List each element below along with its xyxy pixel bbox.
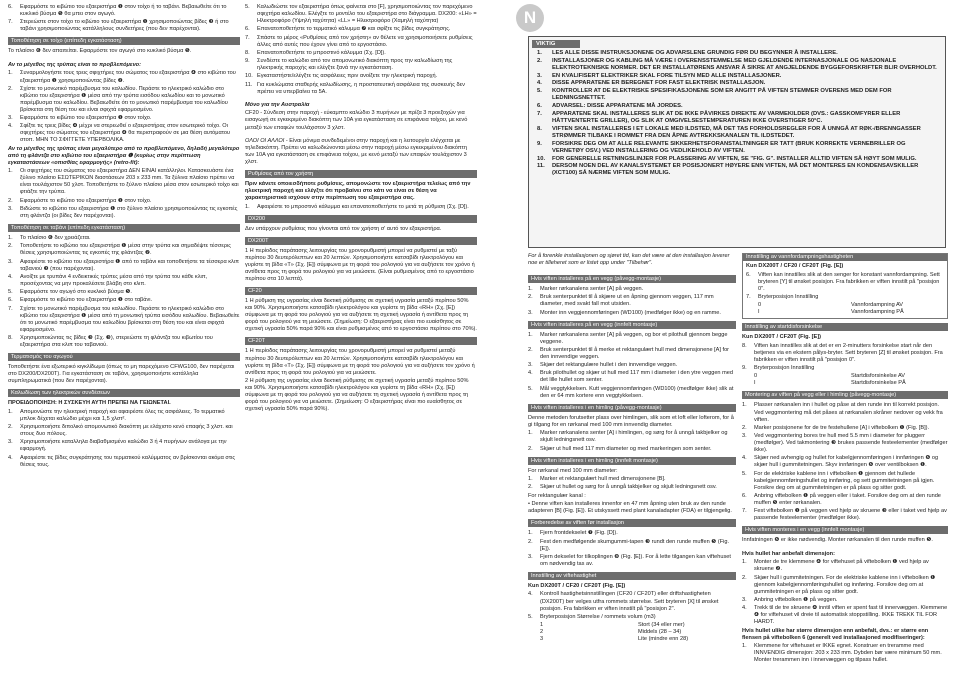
- list-item-number: 2.: [528, 484, 533, 491]
- list-item-text: Στερεώστε στον τοίχο το κιβώτιο του εξαεριστήρα ❶ χρησιμοποιώντας βίδες ❸ ή στο ταβάνι χρησιμοποιώντας κατάλληλους συνδετήρες (που δεν παρέχονται).: [20, 19, 229, 33]
- list-item-number: 2.: [528, 538, 533, 545]
- list-item: [8, 289, 240, 296]
- table-row: [742, 373, 948, 380]
- list-item: [528, 310, 736, 317]
- list-item: [8, 86, 240, 114]
- subheading: Αν το μέγεθος της τρύπας είναι το προβλεπόμενο:: [8, 61, 141, 68]
- paragraph: 1 Η περίοδος παράτασης λειτουργίας του χρονορυθμιστή μπορεί να ρυθμιστεί με ταξύ περίπου 30 δευτερόλεπτων και 20 λεπτών. Χρησιμοποιήστε κατσαβίδι ηλεκτρολόγου και γυρίστε τη βίδα «T» (Σχ. [E]) σύμφωνα με τη φορά του ρολογιού για να αυξήσετε τον χρόνο ή αντίθετα προς τη φορά του ρολογιού για να μειώσετε. (Είναι ρυθμισμένος από το εργοστάσιο περίπου στα 10 λεπτά).: [245, 247, 475, 283]
- list-item-text: Αφαιρέστε το κιβώτιο του εξαεριστήρα ❶ από το ταβάνι και τοποθετήστε τα τέσσερα κλιπ ταβανιού ❸ (που παρέχονται).: [20, 258, 239, 272]
- list-item-text: Χρησιμοποιώντας τις βίδες ❸ (Σχ. ❸), στερεώστε τη φλάντζα του κιβωτίου του εξαεριστήρα στα κλιπ του ταβανιού.: [20, 334, 213, 348]
- list-item: [528, 614, 736, 621]
- section-bar-start-delay: Innstilling av startdisforsinkelse: [742, 323, 948, 331]
- list-item-number: 1.: [528, 286, 533, 292]
- list-item-number: 1.: [537, 50, 542, 56]
- list-item-text: VIFTEN SKAL INSTALLERES I ET LOKALE MED ILDSTED, MÅ DET TAS FORHOLDSREGLER FOR Å UNNGÅ AT RØK-/BRENNGASSER STRØMMER TILBAKE I ROMMET FRA DEN ÅPNE AVTREKKSKANALEN TIL ILDSTEDET.: [552, 125, 921, 139]
- list-item-text: DISSE APPARATENE ER BEREGNET FOR FAST ELEKTRISK INSTALLASJON.: [552, 80, 766, 87]
- list-item-text: Mål veggtykkelsen. Kutt veggjennomføringen (WD100) (medfølger ikke) slik at den er 64 mm kortere enn veggtykkelsen.: [540, 385, 734, 399]
- section-bar-wall-flush: Hvis viften installeres på en vegg (innfelt montasje): [528, 321, 736, 329]
- list-item-number: 7.: [742, 508, 747, 515]
- list-item: [8, 259, 240, 273]
- list-item-number: 6.: [746, 271, 751, 278]
- section-bar-fan-speed: Innstilling av viftehastighet: [528, 572, 736, 580]
- list-item-text: Καλωδιώστε τον εξαεριστήρα όπως φαίνεται στο [F], χρησιμοποιώντας τον παρεχόμενο σφιχτήρα καλωδίου. Ελέγξτε το μοντέλο του εξαεριστήρα στο διάγραμμα. DX200: «LH» = Ηλεκτροφόρο (Υψηλή ταχύτητα) «LL» = Ηλεκτροφόρο (Χαμηλή ταχύτητα): [257, 4, 477, 25]
- list-item-number: 3.: [528, 553, 533, 560]
- section-bar-mounting-flush: Hvis viften monteres i en vegg (innfelt montasje): [742, 526, 948, 534]
- list-item-text: EN KVALIFISERT ELEKTRIKER SKAL FORE TILSYN MED ALLE INSTALLASJONER.: [552, 72, 782, 79]
- table-cell-position: 2: [540, 629, 544, 636]
- list-item: [742, 455, 948, 469]
- list-item: [8, 206, 240, 220]
- norwegian-column-2: [742, 253, 948, 666]
- subheading: Αν το μέγεθος της τρύπας είναι μεγαλύτερο από το προβλεπόμενο, δηλαδή μεγαλύτερο από τη φλάντζα στο κιβώτιο του εξαεριστήρα ❶ (κυρίως στην περίπτωση εγκαταστάσεων «οπισθίας εφαρμογής» (retro-fit):: [8, 145, 240, 166]
- list-item: [8, 455, 240, 469]
- list-item-number: 1.: [528, 430, 533, 437]
- model-bar-cf20: CF20: [245, 287, 477, 295]
- list-item-number: 4.: [537, 80, 542, 87]
- language-badge-n: N: [516, 4, 544, 32]
- list-item-number: 5.: [245, 4, 250, 10]
- list-item-number: 3.: [528, 362, 533, 369]
- list-item-number: 4.: [742, 605, 747, 612]
- list-item: [529, 88, 945, 102]
- list-item-number: 1.: [742, 559, 747, 566]
- list-item-number: 3.: [8, 115, 13, 122]
- greek-column-1: [8, 0, 240, 470]
- list-item-number: 4.: [8, 123, 13, 130]
- section-bar-duct-termination: Τερματισμός του αγωγού: [8, 353, 240, 361]
- list-item-text: Συνδέστε το καλώδιο από τον απομονωτικό διακόπτη προς την καλωδίωση της ηλεκτρικής παροχής και ελέγξτε ξανά την εγκατάσταση.: [257, 58, 453, 72]
- list-item-text: Σχίστε το μονωτικό παρέμβυσμα του καλωδίου. Περάστε το ηλεκτρικό καλώδιο στο κιβώτιο του εξαεριστήρα ❶ μέσα από τη μονωτική τρύπα εισόδου καλωδίου. Βεβαιωθείτε ότι το μονωτικό παρέμβυσμα του καλωδίου βρίσκεται στη θέση του και είναι σφιχτά εφαρμοσμένο.: [20, 305, 240, 333]
- list-item-text: Απομονώστε την ηλεκτρική παροχή και αφαιρέστε όλες τις ασφάλειες. Το τερματικό μπλοκ δέχεται καλώδιο μέχρι και 1,5 χλστ².: [20, 408, 225, 422]
- list-item-text: Bruk senterpunktet til å merke et rektangulært hull med dimensjonene [A] for den innvendige veggen.: [540, 346, 730, 360]
- list-item-text: Τοποθετήστε το κιβώτιο του εξαεριστήρα ❶ μέσα στην τρύπα και σημαδέψτε τέσσερις θέσεις χρησιμοποιώντας τις εγκοπές της φλάντζας ❷.: [20, 243, 231, 257]
- paragraph: Δεν υπάρχουν ρυθμίσεις που γίνονται από τον χρήστη σ' αυτό τον εξαεριστήρα.: [245, 225, 442, 232]
- list-item: [8, 335, 240, 349]
- list-item-text: Skjær det rektangulære hullet i den innvendige veggen.: [540, 362, 678, 369]
- list-item-text: Bryterposisjon Størrelse / rommets volum (m3): [540, 613, 656, 620]
- table-cell-value: Stort (34 eller mer): [638, 622, 685, 629]
- table-cell-value: Startdisforsinkelse AV: [851, 373, 905, 380]
- list-item-text: Skjær hull i gummitetningen. For de elektriske kablene inn i viftebolken ❶ gjennom kabelgjennomføringshullet og innføring. Forsikre deg om at gummitetningen er på plass og sitter godt.: [754, 574, 936, 595]
- section-bar-ceiling-flat: Τοποθέτηση σε ταβάνι (επίπεδη εγκατάσταση): [8, 224, 240, 232]
- list-item-number: 4.: [8, 273, 13, 280]
- list-item-number: 8.: [742, 342, 747, 349]
- list-item-text: Εφαρμόστε τον αγωγό στο κυκλικό βύσμα ❺.: [20, 289, 132, 296]
- model-note: Kun DX200T / CF20T (Fig. [E]): [742, 334, 821, 341]
- paragraph: • Denne viften kan installeres innenfor en 47 mm åpning uten bruk av den runde adapteren [B] (Fig. [E]). Et utskyssett med plant kanaladapter (FDA) er tilgjengelig.: [528, 501, 732, 515]
- list-item-number: 9.: [742, 365, 747, 372]
- table-row: [746, 302, 944, 309]
- list-item-number: 6.: [742, 492, 747, 499]
- model-bar-dx200t: DX200T: [245, 237, 477, 245]
- section-bar-ceiling-surface: Hvis viften installeres i en himling (påvegg-montasje): [528, 404, 736, 412]
- list-item-number: 11.: [245, 81, 253, 88]
- list-item-text: FOR GENERELLE RETNINGSLINJER FOR PLASSERING AV VIFTEN, SE "FIG. G". INSTALLER ALLTID VIFTEN SÅ HØYT SOM MULIG.: [552, 155, 917, 162]
- list-item-text: Το πλαίσιο ❻ δεν χρειάζεται.: [20, 235, 91, 242]
- list-item: [8, 19, 240, 33]
- list-item-number: 7.: [8, 305, 13, 312]
- list-item-text: Monter inn veggjennomføringen (WD100) (medfølger ikke) og en ramme.: [540, 309, 721, 316]
- list-item-number: 3.: [8, 439, 13, 446]
- paragraph: Το πλαίσιο ❻ δεν απαιτείται. Εφαρμόστε τον αγωγό στο κυκλικό βύσμα ❺.: [8, 48, 192, 55]
- list-item-number: 5.: [528, 385, 533, 392]
- list-item: [528, 476, 736, 483]
- list-item: [742, 508, 948, 522]
- list-item: [8, 243, 240, 257]
- list-item-text: Εγκαταστήστε/ελέγξτε τις ασφάλειες πριν ανοίξετε την ηλεκτρική παροχή.: [257, 73, 438, 80]
- list-item-text: Σφίξτε τις τρεις βίδες ❹ μέχρι να στερεωθεί ο εξαεριστήρας στον εσωτερικό τοίχο. Οι σφιχτήρες του σώματος του εξαεριστήρα ❹ θα περιστραφούν σε μια θέση αυτόματου στοπ. ΜΗΝ ΤΟ ΣΦΙΓΓΕΤΕ ΥΠΕΡΒΟΛΙΚΑ.: [20, 123, 231, 144]
- list-item-number: 2.: [528, 294, 533, 301]
- list-item: [8, 424, 240, 438]
- paragraph: 2 Η ρύθμιση της υγρασίας είναι δεκτική ρύθμισης σε σχετική υγρασία μεταξύ περίπου 50% και 90%. Χρησιμοποιήστε κατσαβίδι ηλεκτρολόγου και γυρίστε τη βίδα «RH» (Σχ. [E]) σύμφωνα με τη φορά του ρολογιού για να αυξήσετε τη σχετική υγρασία ή αντίθετα προς τη φορά του ρολογιού για να μειώσετε. (Σημείωση: Ο εξαεριστήρας είναι πιο ευαίσθητος σε σχετική υγρασία 50% παρά 90%).: [245, 378, 469, 413]
- list-item: [528, 554, 736, 568]
- list-item: [746, 294, 944, 301]
- list-item-number: 8.: [245, 49, 250, 56]
- list-item-number: 6.: [8, 4, 13, 10]
- list-item-text: FORSIKRE DEG OM AT ALLE RELEVANTE SIKKERHETSFORANSTALTNINGER ER TATT (BRUK KORREKTE VERNEBRILLER OG VERNETØY OSV.) VED INSTALLERING OG VEDLIKEHOLD AV VIFTEN.: [552, 140, 906, 154]
- list-item-text: Bryterposisjon Innstilling: [754, 365, 815, 372]
- list-item-number: 6.: [537, 103, 542, 110]
- table-cell-position: 1: [540, 622, 544, 629]
- list-item-number: 9.: [245, 58, 250, 65]
- list-item: [245, 204, 477, 211]
- list-item: [528, 286, 736, 293]
- list-item-text: KONTROLLER AT DE ELEKTRISKE SPESIFIKASJONENE SOM ER ANGITT PÅ VIFTEN STEMMER OVERENS MED DEM FOR LEDNINGSNETTET.: [552, 88, 892, 102]
- list-item-number: 1.: [8, 235, 13, 242]
- list-item-number: 4.: [8, 454, 13, 461]
- list-item-text: LES ALLE DISSE INSTRUKSJONENE OG ADVARSLENE GRUNDIG FØR DU BEGYNNER Å INSTALLERE.: [552, 50, 838, 56]
- list-item: [529, 73, 945, 80]
- paragraph: 1 Η ρύθμιση της υγρασίας είναι δεκτική ρύθμισης σε σχετική υγρασία μεταξύ περίπου 50% και 90%. Χρησιμοποιήστε κατσαβίδι ηλεκτρολόγου και γυρίστε τη βίδα «RH» (Σχ. [E]) σύμφωνα με τη φορά του ρολογιού για να αυξήσετε τη σχετική υγρασία ή αντίθετα προς τη φορά του ρολογιού για τη μειώσετε. (Σημείωση: Ο εξαεριστήρας είναι πιο ευαίσθητος σε σχετική υγρασία 50% παρά 90% και είναι ρυθμισμένος από το εργοστάσιο περίπου στο 70%).: [245, 298, 477, 333]
- warning-box-title: VIKTIG: [532, 40, 580, 48]
- list-item: [528, 332, 736, 346]
- list-item-number: 11.: [537, 163, 545, 170]
- list-item-text: Bruk pilothullet og skjær ut hull med 117 mm i diameter i den ytre veggen med det lille hullet som senter.: [540, 370, 733, 384]
- list-item: [8, 168, 240, 196]
- list-item-number: 3.: [8, 258, 13, 265]
- list-item: [8, 306, 240, 334]
- list-item-number: 3.: [742, 597, 747, 604]
- list-item: [742, 643, 948, 664]
- list-item-number: 2.: [537, 57, 542, 64]
- list-item-text: Επανατοποθετήστε το τερματικό κάλυμμα ❼ και σφίξτε τις βίδες συγκράτησης.: [257, 26, 451, 33]
- table-cell-value: Vannfordampning PÅ: [851, 309, 904, 316]
- list-item: [528, 294, 736, 308]
- list-item-text: Marker rørkanalens senter [A] på veggen.: [540, 286, 644, 292]
- table-cell-position: I: [758, 309, 760, 316]
- list-item-text: Συναρμολογήστε τους τρεις σφιχτήρες του σώματος του εξαεριστήρα ❹ στο κιβώτιο του εξαεριστήρα ❶ χρησιμοποιώντας βίδες ❷.: [20, 70, 236, 84]
- table-cell-position: 0: [754, 373, 758, 380]
- table-row: [528, 629, 736, 636]
- list-item: [245, 35, 477, 49]
- list-item-text: Εφαρμόστε το κιβώτιο του εξαεριστήρα ❶ στον τοίχο ή το ταβάνι. Βεβαιωθείτε ότι το κυκλικό βύσμα ❺ θα μπει στον αγωγό.: [20, 4, 227, 18]
- list-item: [742, 605, 948, 626]
- list-item-text: Skjær ned avhengig og hullet for kabelgjennomføringen i innføringen ❻ og skjær hull i gummitetningen. Skyv innføringen ❻ over ventilboksen ❶.: [754, 455, 939, 469]
- list-item: [245, 50, 477, 57]
- list-item-number: 4.: [528, 370, 533, 377]
- box-title: Innstilling av vannfordampningshastigheten: [743, 254, 947, 261]
- list-item-text: Βιδώστε το κιβώτιο του εξαεριστήρα ❶ στο ξύλινο πλαίσιο χρησιμοποιώντας τις εγκοπές στη φλάντζα (οι βίδες δεν παρέχονται).: [20, 205, 238, 219]
- settings-box-evaporation: [742, 253, 948, 319]
- list-item: [245, 73, 477, 80]
- warning-text: ΠΡΟΕΙΔΟΠΟΙΗΣΗ: Η ΣΥΣΚΕΥΗ ΑΥΤΗ ΠΡΕΠΕΙ ΝΑ ΓΕΙΩΝΕΤΑΙ.: [8, 400, 171, 407]
- list-item-number: 4.: [528, 591, 533, 598]
- table-cell-value: Middels (28 – 34): [638, 629, 682, 636]
- list-item: [8, 115, 240, 122]
- list-item-number: 7.: [245, 34, 250, 41]
- list-item: [742, 559, 948, 573]
- list-item: [529, 80, 945, 87]
- paragraph: Denne metoden forutsetter plass over himlingen, slik som et loft eller lofterom, for å gi tilgang for en rørkanal med 100 mm innvendig diameter.: [528, 414, 734, 428]
- list-item: [8, 70, 240, 84]
- list-item: [742, 597, 948, 604]
- list-item: [529, 141, 945, 155]
- list-item: [8, 198, 240, 205]
- model-bar-dx200: DX200: [245, 215, 477, 223]
- list-item: [245, 58, 477, 72]
- list-item-text: Marker et rektangulært hull med dimensjonene [B].: [540, 476, 666, 483]
- list-item-number: 2.: [8, 424, 13, 431]
- list-item-number: 7.: [537, 110, 542, 117]
- list-item-text: Χρησιμοποιήστε διπολικό απομονωτικό διακόπτη με ελάχιστο κενό επαφής 3 χλστ. και στους δυο πόλους.: [20, 424, 233, 438]
- model-note: Kun DX200T / CF20 / CF20T (Fig. [E]): [528, 582, 626, 589]
- list-item: [245, 4, 477, 25]
- list-item-number: 7.: [746, 293, 751, 300]
- list-item-text: Kontroll hastighetsinnstillingen (CF20 / CF20T) eller driftshastigheten (DX200T) ber velges utfra rommets størrelse. Sett bryteren [X] til ønsket posisjon. Fra fabrikken er viften innstilt på "posisjon 2".: [540, 591, 719, 612]
- list-item: [8, 235, 240, 242]
- section-bar-wiring: Καλωδίωση των ηλεκτρικών συνδέσεων: [8, 389, 240, 397]
- list-item: [742, 575, 948, 596]
- list-item: [8, 123, 240, 144]
- list-item-text: Monter de tre klemmene ❹ for viftehuset på viftebolken ❶ ved hjelp av skruene ❷.: [754, 559, 929, 573]
- paragraph: Innfatningen ❻ er ikke nødvendig. Monter rørkanalen til den runde muffen ❺.: [742, 537, 933, 544]
- list-item-number: 2.: [8, 197, 13, 204]
- list-item: [529, 50, 945, 57]
- list-item: [742, 433, 948, 454]
- important-warning-box: [528, 36, 946, 248]
- list-item-text: Fest den medfølgende skumgummi-tapen ❸ rundt den runde muffen ❺ (Fig. [E]).: [540, 538, 730, 552]
- list-item: [8, 297, 240, 304]
- list-item-number: 9.: [537, 140, 542, 147]
- list-item-text: Fjern frontdekselet ❼ (Fig. [D]).: [540, 530, 618, 537]
- list-item-text: Σπάστε το μέρος «Ρυθμίσεις από τον χρήστη» αν θέλετε να χρησιμοποιήσετε ρυθμίσεις άλλες από αυτές που έχουν γίνει από το εργοστάσιο.: [257, 34, 473, 48]
- list-item-number: 3.: [8, 205, 13, 212]
- intro-note: For å forenkle installasjonen og sjøret tid, kan det være at den installasjon leverer noe er tilleheret som er listet opp under "Tilbehør".: [528, 253, 730, 266]
- list-item: [8, 4, 240, 18]
- list-item-number: 8.: [8, 334, 13, 341]
- list-item: [742, 425, 948, 432]
- greek-column-2: [245, 0, 477, 415]
- list-item-number: 1.: [8, 408, 13, 415]
- list-item-number: 3.: [537, 72, 542, 79]
- list-item-text: Αφαιρέστε το μπροστινό κάλυμμα και επανατοποθετήστε το μετά τη ρύθμιση (Σχ. [D]).: [257, 203, 469, 210]
- section-bar-ceiling-flush: Hvis viften installeres i en himling (innfelt montasje): [528, 457, 736, 465]
- list-item-text: Ανοίξτε με τρυπάνι 4 ενδεικτικές τρύπες μέσα από την τρύπα του κάθε κλιπ, προσέχοντας να μην προκαλέσετε βλάβη στο κλιπ.: [20, 273, 208, 287]
- list-item-text: Εφαρμόστε το κιβώτιο του εξαεριστήρα ❶ στο ταβάνι.: [20, 297, 153, 304]
- model-bar-cf20t: CF20T: [245, 337, 477, 345]
- list-item: [742, 493, 948, 507]
- subheading: Hvis hullet ulike har større dimensjon enn anbefalt, dvs.: er større enn flensen på viftebolken 6 (generelt ved installasjoned modifiseringer):: [742, 627, 929, 641]
- section-bar-wall-flat: Τοποθέτηση σε τοίχο (επίπεδη εγκατάσταση): [8, 37, 240, 45]
- list-item-text: Εφαρμόστε το κιβώτιο του εξαεριστήρα ❶ στον τοίχο.: [20, 115, 152, 122]
- list-item: [528, 530, 736, 537]
- list-item-text: Αφαιρέστε τις βίδες συγκράτησης του τερματικού καλύμματος αν βρίσκονται ακόμα στις θέσεις τους.: [20, 454, 236, 468]
- list-item-text: INSTALLASJONER OG KABLING MÅ VÆRE I OVERENSSTEMMELSE MED GJELDENDE INTERNASJONALE OG NASJONALE ELEKTROTEKNISKE NORMER. DET ER INSTALLATØRENS ANSVAR Å SIKRE AT ANGJELDENDE BYGGEFORSKRIFTER BLIR OVERHOLDT.: [552, 57, 937, 71]
- list-item-number: 2.: [742, 574, 747, 581]
- list-item-number: 6.: [245, 26, 250, 33]
- list-item-number: 10.: [537, 155, 546, 162]
- list-item-text: Χρησιμοποιήστε καταλληλα διαβαθμισμένο καλώδιο 3 ή 4 πυρήνων ανάλογα με την εφαρμογή.: [20, 439, 227, 453]
- list-item-number: 2.: [528, 346, 533, 353]
- paragraph: For rørkanal med 100 mm diameter:: [528, 467, 618, 474]
- list-item: [746, 272, 944, 293]
- table-cell-position: I: [754, 380, 756, 387]
- list-item-text: Marker rørkanalens senter [A] i himlingen, og sørg for å unngå takbjelker og skjult ledningsnett osv.: [540, 430, 728, 444]
- list-item-number: 2.: [8, 243, 13, 250]
- list-item-text: Fjern dekselet for tilkoplingen ❽ (Fig. [E]). For å lette tilgangen kan viftehuset om nødvendig tas av.: [540, 553, 731, 567]
- list-item-number: 1.: [528, 530, 533, 537]
- paragraph: Τοποθετήστε ένα εξωτερικό κιγκλίδωμα (όπως το μη παρεχόμενο CFWG100, δεν παρέχεται στο DX200/DX200T). Για εγκατάσταση σε ταβάνι, χρησιμοποιήστε κατάλληλα συμπληρωματικά (που δεν παρέχονται).: [8, 364, 235, 385]
- subheading: Hvis hullet har anbefalt dimensjon:: [742, 550, 835, 557]
- list-item-number: 2.: [528, 445, 533, 452]
- list-item-number: 2.: [742, 424, 747, 431]
- list-item-text: DERSOM NOEN DEL AV KANALSYSTEMET ER POSISJONERT HØYERE ENN VIFTEN, MÅ DET MONTERES EN KONDENSAVSKILLER (XCT100) SÅ NÆRME VIFTEN SOM MULIG.: [552, 163, 919, 177]
- list-item-text: Anbring viftebolken ❶ på veggen eller i taket. Forsikre deg om at den runde muffen ❺ enter rørkanalen.: [754, 492, 941, 506]
- list-item: [528, 362, 736, 369]
- list-item: [528, 539, 736, 553]
- list-item-number: 8.: [537, 125, 542, 132]
- list-item-number: 3.: [528, 309, 533, 316]
- list-item: [245, 82, 477, 96]
- norwegian-column-1: [528, 271, 736, 643]
- list-item-text: Marker posisjonene for de tre festehullene [A] i viftebolken ❶ (Fig. [B]).: [754, 424, 930, 431]
- section-bar-preparation: Forberedelse av viften før installasjon: [528, 519, 736, 527]
- list-item-number: 5.: [742, 470, 747, 477]
- section-bar-wall-surface: Hvis viften installeres på en vegg (påvegg-montasje): [528, 275, 736, 283]
- list-item-text: Επανατοποθετήστε το μπροστινό κάλυμμα (Σχ. [D]).: [257, 49, 386, 56]
- table-cell-value: Lite (mindre enn 28): [638, 636, 689, 643]
- list-item-number: 7.: [8, 19, 13, 26]
- paragraph: - Είναι μόνιμα συνδεδεμένοι στην παροχή και η λειτουργία ελέγχεται με τηλεδιακόπτη. Πρέπει να καλωδιώνονται μέσω στην παροχή μέσω εγκεκριμένου διακόπτη των 10A για εγκατάσταση σε επιφάνεια τοίχου, με κενό μεταξύ των επαφών τουλάχιστον 3 χλστ.: [245, 138, 467, 166]
- list-item-number: 4.: [742, 455, 747, 462]
- section-bar-user-settings: Ρυθμίσεις από τον χρήστη: [245, 170, 477, 178]
- list-item: [528, 446, 736, 453]
- list-item-number: 1.: [245, 203, 250, 210]
- list-item-number: 3.: [742, 433, 747, 440]
- list-item: [529, 58, 945, 72]
- list-item-text: Ved veggmontering bores tre hull med 5.5 mm i diameter for pluggerr (medfølger). Ved takmontering ❸ brukes passende festeelementer (medfølger ikke).: [754, 433, 948, 454]
- model-note: Kun DX200T / CF20 / CF20T (Fig. [E]): [746, 263, 844, 270]
- list-item-text: For de elektriske kablene inn i viftebolken ❶ gjennom det hullede kabelgjennomføringshullet og innføring, og sett gummitetningen på igjen. Forsikre deg om at gummitetningen er på plass og sitter godt.: [754, 470, 935, 491]
- table-row: [528, 636, 736, 643]
- list-item-number: 2.: [8, 85, 13, 92]
- list-item-number: 5.: [528, 613, 533, 620]
- list-item-text: ADVARSEL: DISSE APPARATENE MÅ JORDES.: [552, 103, 683, 110]
- list-item: [742, 365, 948, 372]
- list-item-number: 1.: [8, 168, 13, 175]
- list-item: [528, 430, 736, 444]
- list-item-text: Bryterposisjon Innstilling: [758, 293, 819, 300]
- list-item-text: APPARATENE SKAL INSTALLERES SLIK AT DE IKKE PÅVIRKES DIREKTE AV VARMEKILDER (DVS.: GASSKOMFYRER ELLER HÅTTVENTERTE GRILLER), OG SLIK AT OMGIVELSESTEMPERATUREN IKKE OVERSTIGER 50°C.: [552, 110, 901, 124]
- section-bar-mounting-surface: Montering av viften på vegg eller i himling (påvegg-montasje): [742, 391, 948, 399]
- list-item: [529, 163, 945, 177]
- list-item-number: 1.: [8, 70, 13, 77]
- list-item-text: Skjær ut hull med 117 mm diameter og med markeringen som senter.: [540, 445, 712, 452]
- list-item-text: Fest viftebolken ❶ på veggen ved hjelp av skruene ❸ eller i taket ved hjelp av passende festeelementer (medfølger ikke).: [754, 508, 947, 522]
- list-item: [529, 126, 945, 140]
- table-cell-value: Startdisforsinkelse PÅ: [851, 380, 906, 387]
- list-item-text: Marker rørkanalens senter [A] på veggen, og bor et pilothull gjennom begge veggene.: [540, 331, 728, 345]
- paragraph: For rektangulær kanal :: [528, 492, 586, 499]
- list-item-text: Σχίστε το μονωτικό παρέμβυσμα του καλωδίου. Περάστε το ηλεκτρικό καλώδιο στο κιβώτιο του εξαεριστήρα ❶ μέσα από την τρύπα εισόδου καλωδίου και το μονωτικό παρέμβυσμα του καλωδίου. Βεβαιωθείτε ότι το μονωτικό παρέμβυσμα του καλωδίου βρίσκεται στη θέση του και είναι σφιχτά εφαρμοσμένο.: [20, 85, 228, 113]
- list-item-text: Bruk senterpunktet til å skjære ut en åpning gjennom veggen, 117 mm diameter, med svakt fall mot utsiden.: [540, 294, 714, 308]
- list-item-number: 5.: [8, 289, 13, 296]
- list-item-text: Trekk til de tre skruene ❹ inntil viften er spent fast til innervæggen. Klemmene ❹ for viftehuset vil dreie til automatisk stoppstilling. IKKE TREKK TIL FOR HARDT.: [754, 605, 948, 626]
- table-row: [742, 380, 948, 387]
- subheading: Μόνο για την Αυστραλία: [245, 101, 310, 108]
- list-item-number: 1.: [742, 402, 747, 409]
- list-item: [8, 439, 240, 453]
- list-item: [528, 484, 736, 491]
- table-cell-value: Vannfordampning AV: [851, 302, 904, 309]
- list-item-text: Οι σφιχτήρες του σώματος του εξαεριστήρα ΔΕΝ ΕΙΝΑΙ κατάλληλοι. Κατασκευάστε ένα ξύλινο πλαίσιο ΕΣΩΤΕΡΙΚΩΝ διαστάσεων 203 x 233 mm. Τα ξύλινα πλαίσιο πρέπει να είναι τουλάχιστον 50 χλστ. Τοποθετήστε το ξύλινο πλαίσιο μέσα στον εσωτερικό τοίχο και φτιάξτε την τρύπα.: [20, 168, 239, 196]
- list-item: [742, 471, 948, 492]
- list-item-number: 6.: [8, 297, 13, 304]
- list-item: [742, 402, 948, 423]
- list-item-number: 1.: [742, 643, 747, 650]
- table-cell-position: 0: [758, 302, 762, 309]
- table-cell-position: 3: [540, 636, 544, 643]
- list-item-number: 10.: [245, 73, 253, 80]
- warning-text: Πριν κάνετε οποιεσδήποτε ρυθμίσεις, απομονώστε τον εξαεριστήρα τελείως από την ηλεκτρική παροχή και ελέγξτε ότι προβαίνει στο κάτι να είναι σε θέση να χαρακτηριστικά ισχύουν στην περίπτωση του εξαεριστήρα σας.: [245, 181, 471, 202]
- list-item-text: Viften kan innstilles slik at den senger for konstant vannfordampning. Sett bryteren [Y] til ønsket posisjon. Fra fabrikken er viften innstilt på "posisjon 0".: [758, 271, 940, 292]
- list-item: [8, 274, 240, 288]
- paragraph: CF20 - Σύνδεση στην παροχή - εύκαμπτο καλώδιο 3 πυρήνων με πρίζα 3 προεξοχών για εισαγωγή σε εγκεκριμένο διακόπτη των 10A για εγκατάσταση σε επιφάνεια τοίχου, με κενό μεταξύ των επαφών τουλάχιστον 3 χλστ.: [245, 110, 468, 131]
- list-item-number: 1.: [528, 331, 533, 338]
- list-item: [529, 156, 945, 163]
- list-item: [8, 409, 240, 423]
- table-row: [528, 622, 736, 629]
- list-item-text: Anbring viftebolken ❶ på veggen.: [754, 597, 838, 604]
- list-item: [528, 386, 736, 400]
- list-item: [528, 591, 736, 612]
- subheading: ΟΛΟΙ ΟΙ ΑΛΛΟΙ: [245, 138, 285, 145]
- list-item: [742, 343, 948, 364]
- list-item: [529, 103, 945, 110]
- table-row: [746, 309, 944, 316]
- list-item-text: Εφαρμόστε το κιβώτιο του εξαεριστήρα ❶ στον τοίχο.: [20, 197, 152, 204]
- list-item: [529, 111, 945, 125]
- list-item-number: 1.: [528, 476, 533, 483]
- list-item-text: Klemmene for viftehuset er IKKE egnet. Konstruer en treramme med INNVENDIG dimensjon: 203 x 233 mm. Dybden bør være minimum 50 mm. Monter trerammen inn i innervæggen og tilpass hullet.: [754, 643, 942, 664]
- list-item-text: Plasser rørkanalen inn i hullet og påse at den runde inn til korrekt posisjon. Ved veggmontering må det påses at rørkanalen skråner nedover og vekk fra viften.: [754, 402, 943, 423]
- list-item: [528, 347, 736, 361]
- list-item: [245, 26, 477, 33]
- list-item-text: Skjær ut hullet og sørg for å unngå takbjelker og skjult ledningsnett osv.: [540, 484, 717, 491]
- list-item-text: Για κυκλώματα σταθερής καλωδίωσης, η προστατευτική ασφάλεια της συσκευής δεν πρέπει να υπερβαίνει τα 5A.: [257, 81, 465, 95]
- list-item-number: 5.: [537, 88, 542, 95]
- list-item: [528, 370, 736, 384]
- paragraph: 1 Η περίοδος παράτασης λειτουργίας του χρονορυθμιστή μπορεί να ρυθμιστεί μεταξύ περίπου 30 δευτερόλεπτων και 20 λεπτών. Χρησιμοποιήστε κατσαβίδι ηλεκτρολόγου και γυρίστε τη βίδα «T» (Σχ. [E]) σύμφωνα με τη φορά του ρολογιού για να αυξήσετε τον χρόνο ή αντίθετα προς τη φορά του ρολογιού για να μειώσετε.: [245, 348, 475, 376]
- list-item-text: Viften kan innstilles slik at det er en 2-minutters forsinkelse start når den betjenes via en ekstern pålys-bryter. Sett bryteren [Z] til ønsket posisjon. Fra fabrikken er viften innstilt på "posisjon 0".: [754, 342, 943, 363]
